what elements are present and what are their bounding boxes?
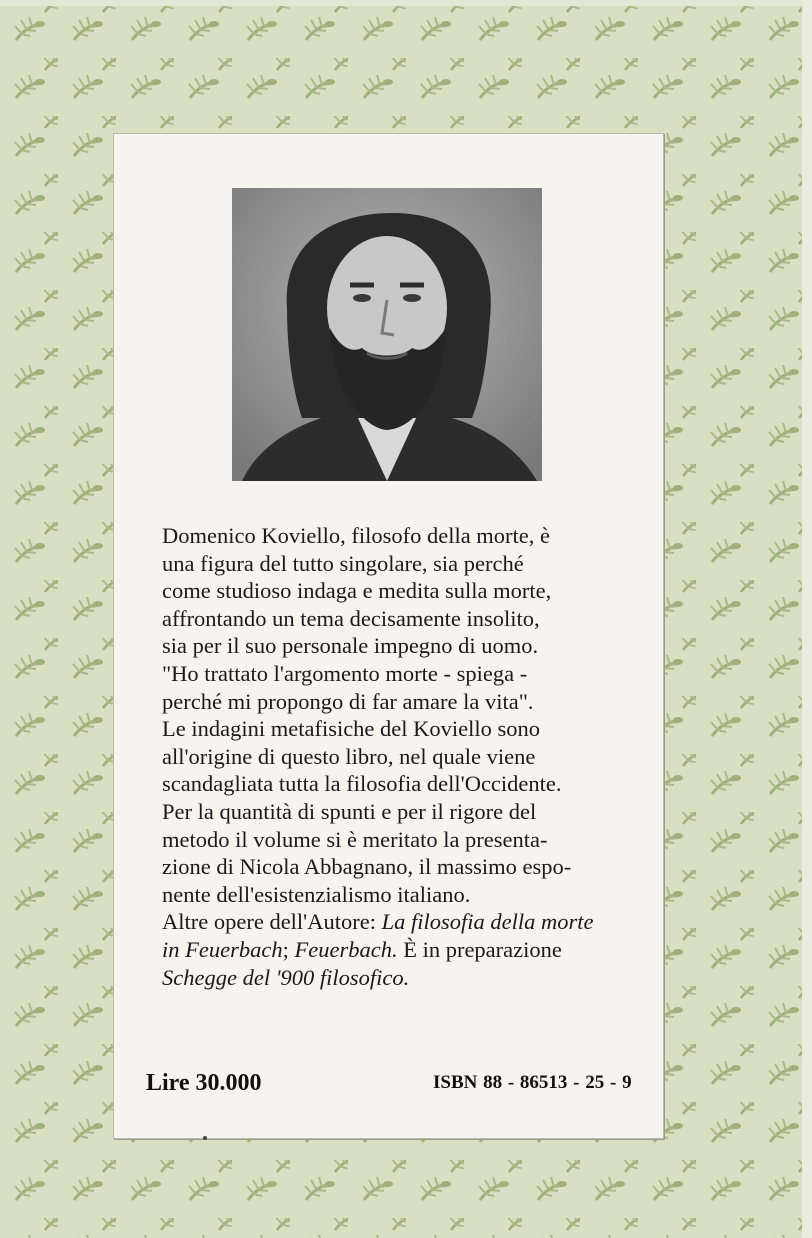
author-portrait [232, 188, 542, 481]
right-edge [802, 0, 812, 1238]
work-title: Schegge del '900 filosofico. [162, 964, 410, 990]
author-bio [162, 522, 634, 991]
bio-line: metodo il volume si è meritato la presenta- [162, 826, 548, 852]
bio-line: Le indagini metafisiche del Koviello sono [162, 716, 541, 742]
other-works-line [162, 908, 634, 936]
print-speck [203, 1136, 207, 1140]
bio-line: Per la quantità di spunti e per il rigore del [162, 798, 537, 824]
bio-line: come studioso indaga e medita sulla morte, [162, 578, 552, 604]
work-title: La filosofia della morte [381, 909, 594, 935]
bio-line: scandagliata tutta la filosofia dell'Occidente. [162, 771, 562, 797]
other-works-prefix: Altre opere dell'Autore: [162, 909, 382, 935]
work-title: Feuerbach. [294, 936, 398, 962]
bio-line: affrontando un tema decisamente insolito, [162, 605, 540, 631]
bio-line: all'origine di questo libro, nel quale viene [162, 743, 536, 769]
bio-line: una figura del tutto singolare, sia perché [162, 550, 524, 576]
other-works-line [162, 936, 634, 964]
portrait-icon [232, 188, 542, 481]
other-works-line [162, 964, 634, 992]
separator: ; [282, 936, 295, 962]
work-title: in Feuerbach [162, 936, 283, 962]
in-preparation-text: È in preparazione [397, 936, 562, 962]
price-label: Lire 30.000 [146, 1070, 262, 1096]
bio-line: sia per il suo personale impegno di uomo. [162, 633, 539, 659]
bio-line: perché mi propongo di far amare la vita". [162, 688, 534, 714]
bio-line: zione di Nicola Abbagnano, il massimo espo- [162, 854, 572, 880]
bio-line: "Ho trattato l'argomento morte - spiega - [162, 660, 528, 686]
isbn-label: ISBN 88 - 86513 - 25 - 9 [433, 1072, 632, 1093]
bio-line: Domenico Koviello, filosofo della morte, è [162, 523, 551, 548]
top-edge [0, 0, 812, 6]
bio-line: nente dell'esistenzialismo italiano. [162, 881, 471, 907]
